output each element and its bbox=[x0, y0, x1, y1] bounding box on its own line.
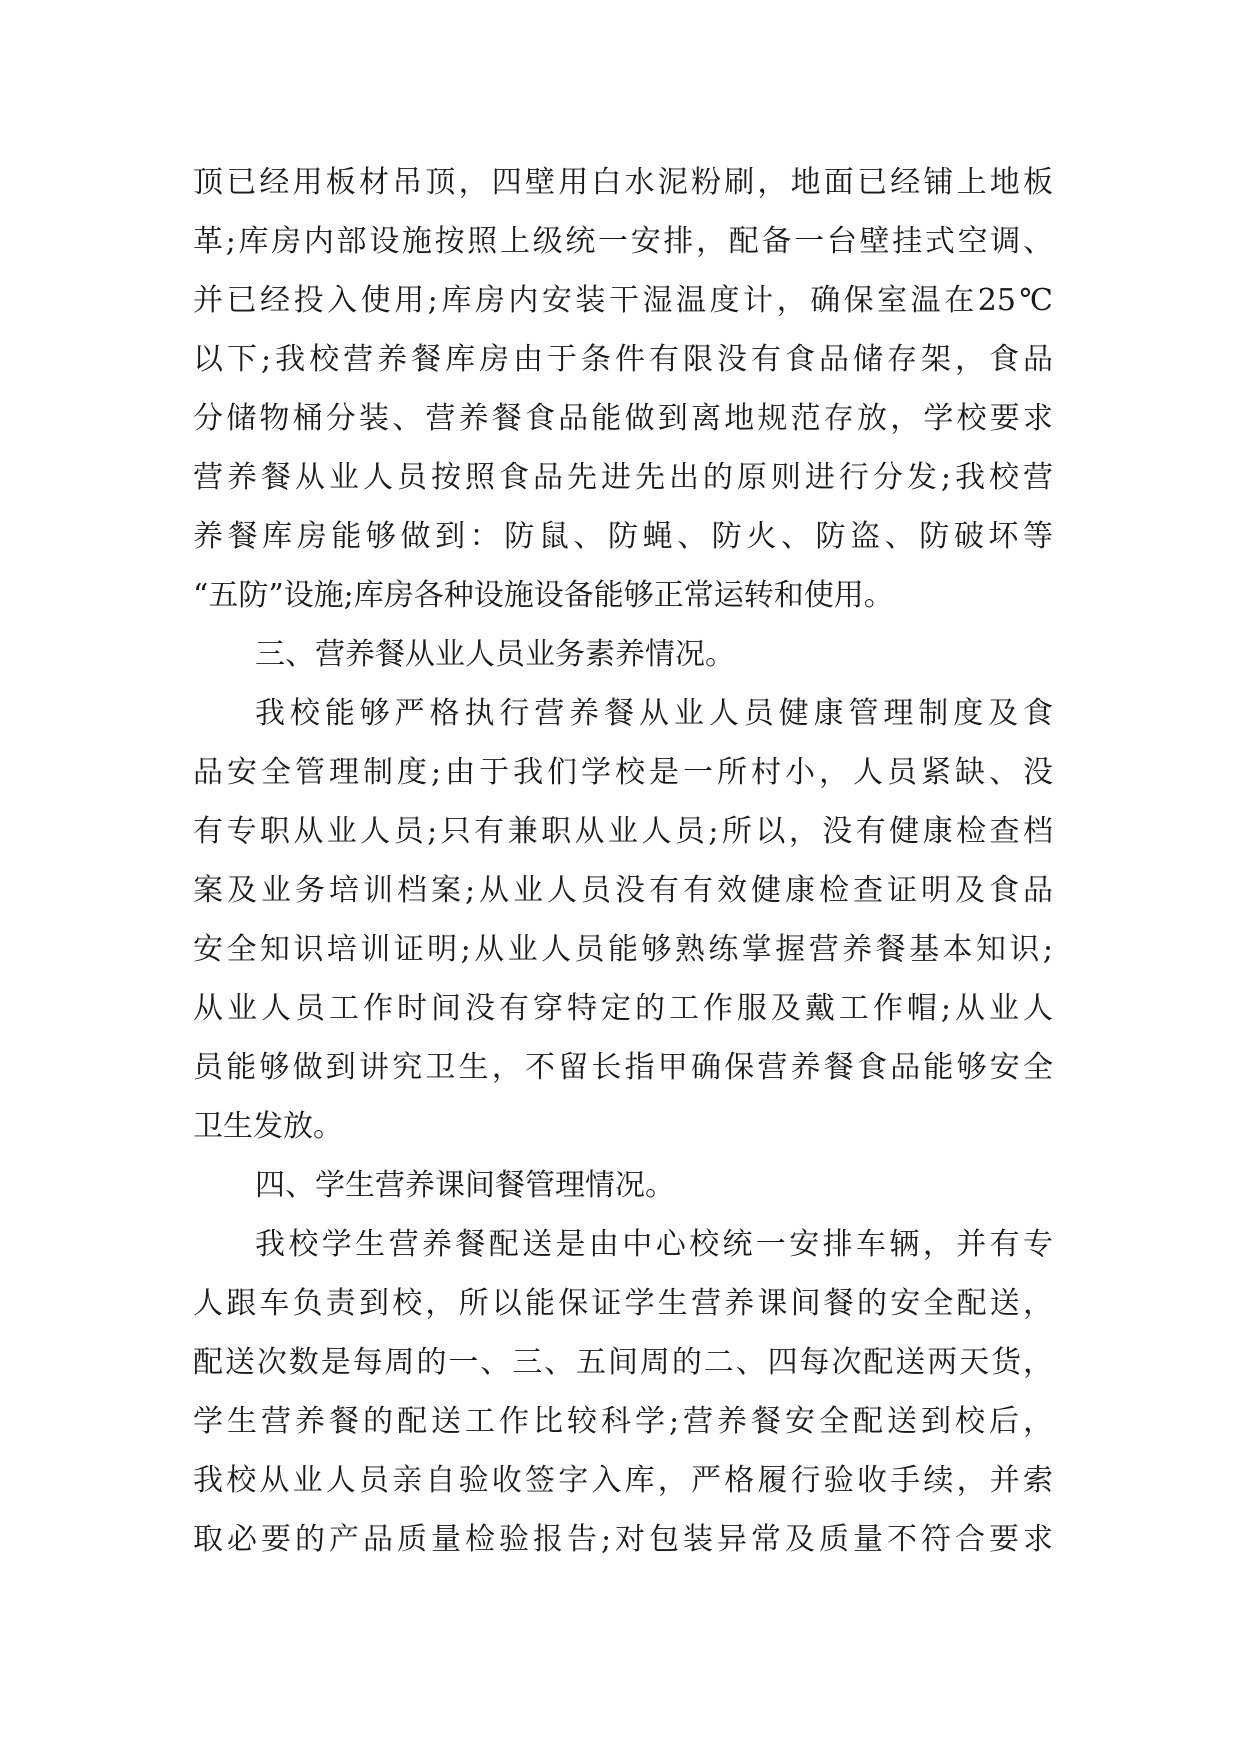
text-line: 并已经投入使用;库房内安装干湿温度计，确保室温在25℃ bbox=[193, 283, 1053, 318]
section-heading: 四、学生营养课间餐管理情况。 bbox=[255, 1168, 675, 1203]
text-line: 我校从业人员亲自验收签字入库，严格履行验收手续，并索 bbox=[193, 1463, 1053, 1498]
text-line: 配送次数是每周的一、三、五间周的二、四每次配送两天货， bbox=[193, 1345, 1053, 1380]
text-line: “五防”设施;库房各种设施设备能够正常运转和使用。 bbox=[193, 578, 894, 613]
text-line: 人跟车负责到校，所以能保证学生营养课间餐的安全配送， bbox=[193, 1286, 1053, 1321]
text-line: 从业人员工作时间没有穿特定的工作服及戴工作帽;从业人 bbox=[193, 991, 1053, 1026]
text-line: 案及业务培训档案;从业人员没有有效健康检查证明及食品 bbox=[193, 873, 1053, 908]
body-text bbox=[193, 153, 1053, 1569]
text-line: 分储物桶分装、营养餐食品能做到离地规范存放，学校要求 bbox=[193, 401, 1053, 436]
text-line: 学生营养餐的配送工作比较科学;营养餐安全配送到校后， bbox=[193, 1404, 1053, 1439]
text-line: 顶已经用板材吊顶，四壁用白水泥粉刷，地面已经铺上地板 bbox=[193, 165, 1053, 200]
section-heading: 三、营养餐从业人员业务素养情况。 bbox=[255, 637, 735, 672]
text-line: 我校能够严格执行营养餐从业人员健康管理制度及食 bbox=[255, 696, 1053, 731]
text-line: 员能够做到讲究卫生，不留长指甲确保营养餐食品能够安全 bbox=[193, 1050, 1053, 1085]
text-line: 革;库房内部设施按照上级统一安排，配备一台壁挂式空调、 bbox=[193, 224, 1053, 259]
text-line: 安全知识培训证明;从业人员能够熟练掌握营养餐基本知识; bbox=[193, 932, 1053, 967]
text-line: 以下;我校营养餐库房由于条件有限没有食品储存架，食品 bbox=[193, 342, 1053, 377]
text-line: 取必要的产品质量检验报告;对包装异常及质量不符合要求 bbox=[193, 1522, 1053, 1557]
text-line: 我校学生营养餐配送是由中心校统一安排车辆，并有专 bbox=[255, 1227, 1053, 1262]
text-line: 品安全管理制度;由于我们学校是一所村小，人员紧缺、没 bbox=[193, 755, 1053, 790]
text-line: 营养餐从业人员按照食品先进先出的原则进行分发;我校营 bbox=[193, 460, 1053, 495]
text-line: 养餐库房能够做到：防鼠、防蝇、防火、防盗、防破坏等 bbox=[193, 519, 1053, 554]
text-line: 有专职从业人员;只有兼职从业人员;所以，没有健康检查档 bbox=[193, 814, 1053, 849]
text-line: 卫生发放。 bbox=[193, 1109, 343, 1144]
